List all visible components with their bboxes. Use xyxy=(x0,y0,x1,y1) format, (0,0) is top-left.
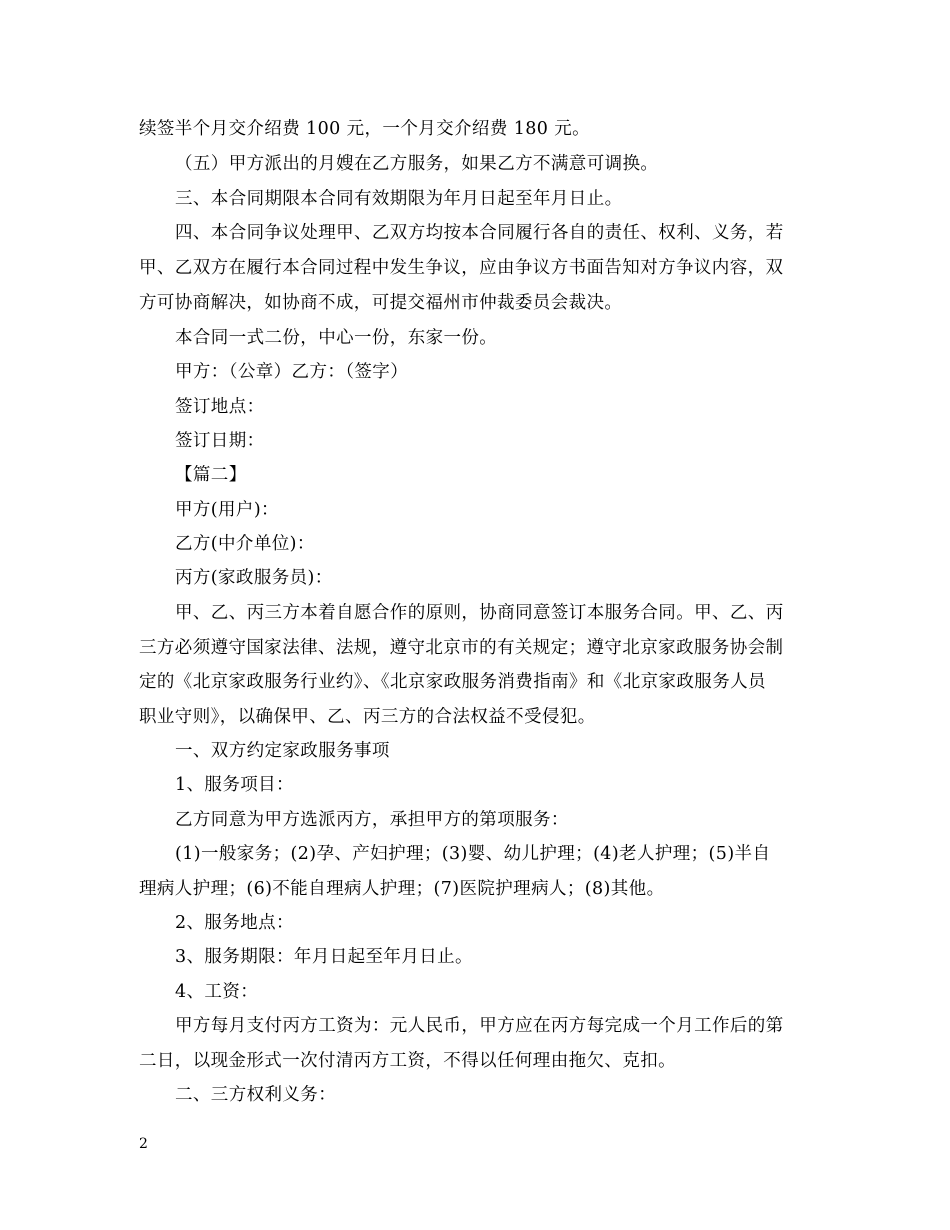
paragraph-line: 职业守则》，以确保甲、乙、丙三方的合法权益不受侵犯。 xyxy=(139,707,596,727)
paragraph-line: 2、服务地点： xyxy=(175,913,294,933)
paragraph-line: 乙方(中介单位)： xyxy=(175,534,315,554)
paragraph-line: 本合同一式二份，中心一份，东家一份。 xyxy=(175,328,498,348)
paragraph-line: 甲方(用户)： xyxy=(175,500,279,520)
paragraph-line: 甲、乙双方在履行本合同过程中发生争议，应由争议方书面告知对方争议内容，双 xyxy=(139,258,784,278)
paragraph-line: 二日，以现金形式一次付清丙方工资，不得以任何理由拖欠、克扣。 xyxy=(139,1051,676,1071)
paragraph-line: 签订日期： xyxy=(175,431,265,451)
paragraph-line: 三方必须遵守国家法律、法规，遵守北京市的有关规定；遵守北京家政服务协会制 xyxy=(139,638,784,658)
paragraph-line: 甲方每月支付丙方工资为：元人民币，甲方应在丙方每完成一个月工作后的第 xyxy=(175,1016,784,1036)
paragraph-line: 一、双方约定家政服务事项 xyxy=(175,741,390,761)
section-heading: 【篇二】 xyxy=(175,465,247,485)
paragraph-line: 甲、乙、丙三方本着自愿合作的原则，协商同意签订本服务合同。甲、乙、丙 xyxy=(175,603,784,623)
paragraph-line: 方可协商解决，如协商不成，可提交福州市仲裁委员会裁决。 xyxy=(139,293,623,313)
paragraph-line: 理病人护理；(6)不能自理病人护理；(7)医院护理病人；(8)其他。 xyxy=(139,879,665,899)
paragraph-line: 3、服务期限：年月日起至年月日止。 xyxy=(175,947,473,967)
paragraph-line: 签订地点： xyxy=(175,397,265,417)
page-number: 2 xyxy=(139,1136,148,1152)
paragraph-line: 三、本合同期限本合同有效期限为年月日起至年月日止。 xyxy=(175,189,623,209)
paragraph-line: 四、本合同争议处理甲、乙双方均按本合同履行各自的责任、权利、义务，若 xyxy=(175,223,784,243)
paragraph-line: 续签半个月交介绍费 100 元，一个月交介绍费 180 元。 xyxy=(139,119,591,139)
paragraph-line: 4、工资： xyxy=(175,982,259,1002)
paragraph-line: (1)一般家务；(2)孕、产妇护理；(3)婴、幼儿护理；(4)老人护理；(5)半自 xyxy=(175,844,771,864)
paragraph-line: 定的《北京家政服务行业约》、《北京家政服务消费指南》和《北京家政服务人员 xyxy=(139,672,766,692)
paragraph-line: 1、服务项目： xyxy=(175,775,294,795)
paragraph-line: 乙方同意为甲方选派丙方，承担甲方的第项服务： xyxy=(175,810,569,830)
paragraph-line: 丙方(家政服务员)： xyxy=(175,568,333,588)
paragraph-line: 二、三方权利义务： xyxy=(175,1085,337,1105)
paragraph-line: （五）甲方派出的月嫂在乙方服务，如果乙方不满意可调换。 xyxy=(175,154,659,174)
paragraph-line: 甲方：（公章）乙方：（签字） xyxy=(175,362,409,382)
